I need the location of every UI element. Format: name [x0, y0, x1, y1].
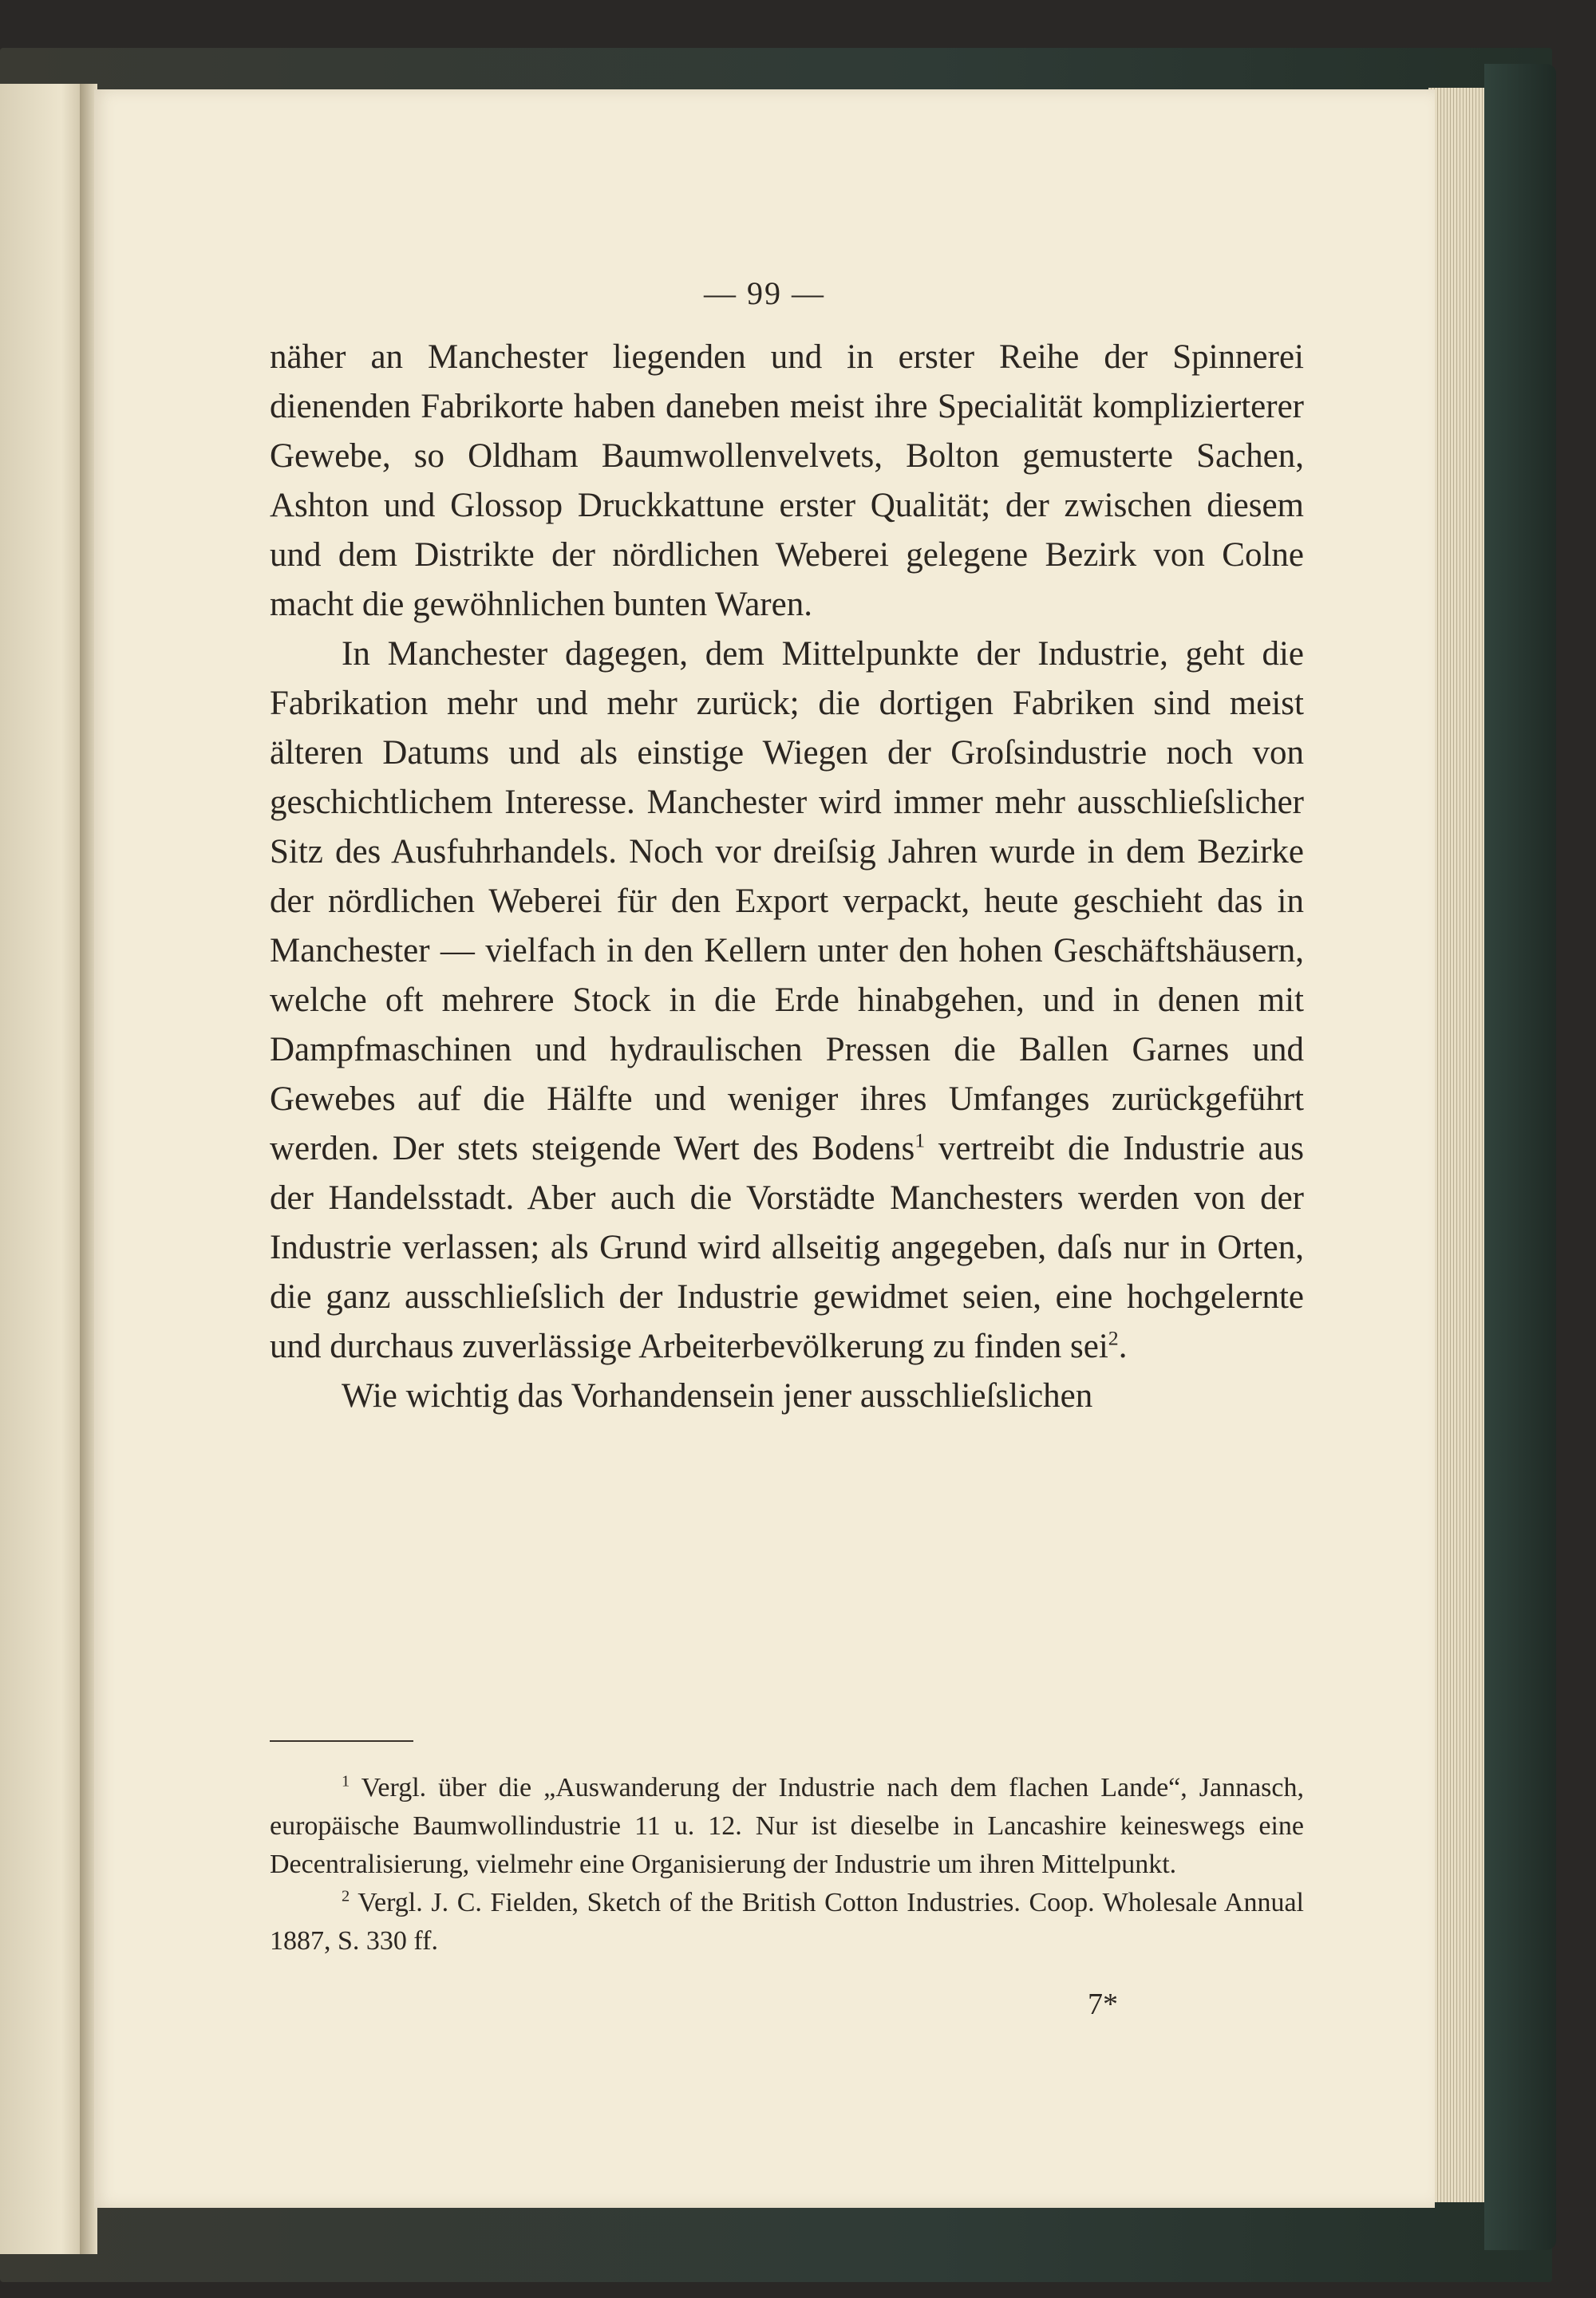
paragraph [270, 333, 1304, 630]
book-page [94, 89, 1435, 2208]
paragraph-text: In Manchester dagegen, dem Mittelpunkte der Industrie, geht die Fabrikation mehr und mehr zurück; die dortigen Fabriken sind meist älteren Datums und als einstige Wiegen der Groſsindustrie noch von geschichtlichem Interesse. Manchester wird immer mehr ausschlieſslicher Sitz des Ausfuhrhandels. Noch vor dreiſsig Jahren wurde in dem Bezirke der nördlichen Weberei für den Export verpackt, heute geschieht das in Manchester — vielfach in den Kellern unter den hohen Geschäftshäusern, welche oft mehrere Stock in die Erde hinabgehen, und in denen mit Dampfmaschinen und hydraulischen Pressen die Ballen Garnes und Gewebes auf die Hälfte und weniger ihres Umfanges zurückgeführt werden. Der stets steigende Wert des Bodens [270, 635, 1304, 1167]
footnote [270, 1884, 1304, 1960]
paragraph-text: Wie wichtig das Vorhandensein jener ausschlieſslichen [342, 1377, 1093, 1415]
footnote-footnote-ref: 1 [342, 1772, 350, 1791]
footnote [270, 1769, 1304, 1884]
left-facing-page [0, 84, 88, 2254]
signature-mark: 7* [1088, 1988, 1118, 2021]
page-number-header: — 99 — [704, 275, 825, 311]
paragraph-text: näher an Manchester liegenden und in erster Reihe der Spinnerei dienenden Fabrikorte haben daneben meist ihre Specialität komplizierterer Gewebe, so Oldham Baumwollenvelvets, Bolton gemusterte Sachen, Ashton und Glossop Druckkattune erster Qualität; der zwischen diesem und dem Distrikte der nördlichen Weberei gelegene Bezirk von Colne macht die gewöhnlichen bunten Waren. [270, 338, 1304, 623]
paragraph [270, 630, 1304, 1372]
paragraph-text: . [1118, 1328, 1128, 1365]
footnote-footnote-ref: 2 [342, 1887, 350, 1905]
paragraph-footnote-ref: 1 [915, 1128, 926, 1152]
footnote-text: Vergl. über die „Auswanderung der Industrie nach dem flachen Lande“, Jannasch, europäische Baumwollindustrie 11 u. 12. Nur ist dieselbe in Lancashire keineswegs eine Decentralisierung, vielmehr eine Organisierung der Industrie um ihren Mittelpunkt. [270, 1773, 1304, 1879]
body-text [270, 333, 1304, 1421]
paragraph-footnote-ref: 2 [1108, 1326, 1119, 1350]
page-edge-stack [1428, 88, 1484, 2202]
footnote-rule [270, 1740, 413, 1742]
paragraph [270, 1372, 1304, 1421]
footnotes [270, 1769, 1304, 1960]
book-cover-edge [1484, 64, 1556, 2250]
paragraph-text: vertreibt die Industrie aus der Handelsstadt. Aber auch die Vorstädte Manchesters werden von der Industrie verlassen; als Grund wird allseitig angegeben, daſs nur in Orten, die ganz ausschlieſslich der Industrie gewidmet seien, eine hochgelernte und durchaus zuverlässige Arbeiterbevölkerung zu finden sei [270, 1130, 1304, 1365]
footnote-text: Vergl. J. C. Fielden, Sketch of the British Cotton Industries. Coop. Wholesale Annual 1887, S. 330 ff. [270, 1888, 1304, 1956]
